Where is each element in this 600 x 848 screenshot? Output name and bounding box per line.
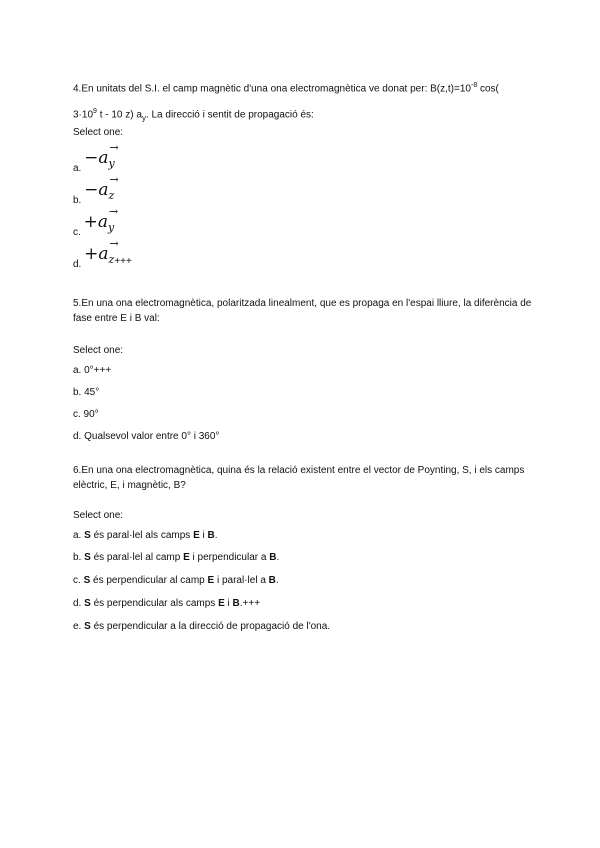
vector-a-symbol [98,173,119,202]
q6-option-c[interactable] [73,575,279,586]
question-5-stem: 5.En una ona electromagnètica, polaritzada linealment, que es propaga en l'espai lliure, la diferència de fase entre E i B val: [73,298,532,324]
vector-arrow-icon: → [108,205,119,218]
q6-option-text: i paral·lel a [214,575,269,586]
q6-option-b[interactable] [73,552,279,563]
symbol-B: B [207,530,215,541]
q6-option-text: és paral·lel als camps [90,530,194,541]
vector-arrow-icon: → [109,141,119,154]
q6-option-text: . [276,552,280,563]
vector-arrow-icon: → [109,237,119,250]
symbol-S: S [84,621,91,632]
q4-option-d[interactable] [73,237,132,270]
q6-option-text: i [199,530,208,541]
q6-option-text: és perpendicular a la direcció de propagació de l'ona. [90,621,331,632]
symbol-B: B [268,575,276,586]
q4-option-label: b. [73,195,82,206]
q6-option-label: e. [73,621,85,632]
plus-sign: + [84,244,99,264]
symbol-E: E [207,575,215,586]
vector-subscript: y [107,221,115,234]
q4-exponent-1: -8 [470,82,478,89]
q4-exponent-2: 9 [93,108,97,116]
q6-option-text: .+++ [239,598,261,609]
vector-arrow-icon: → [109,173,119,186]
q6-option-d[interactable] [73,598,260,609]
minus-sign: − [84,180,99,200]
vector-letter: a [98,244,109,264]
q4-stem-a: 4.En unitats del S.I. el camp magnètic d'una ona electromagnètica ve donat per: B(z,t)=10 [73,83,471,95]
q5-select-label: Select one: [73,345,124,356]
q4-option-label: c. [73,227,81,238]
q6-option-e[interactable] [73,621,330,632]
q4-select-label: Select one: [73,127,124,138]
q4-option-c[interactable] [73,205,119,238]
vector-letter: a [98,180,109,200]
q6-option-label: d. [73,598,85,609]
q6-option-a[interactable] [73,530,218,541]
q5-option-b[interactable]: b. 45° [73,387,100,398]
vector-a-symbol [97,205,119,234]
q6-option-text: és perpendicular als camps [90,598,219,609]
vector-a-symbol [98,141,119,170]
q5-option-a[interactable]: a. 0°+++ [73,365,112,376]
q6-option-text: és paral·lel al camp [90,552,184,563]
symbol-B: B [269,552,277,563]
q5-option-d[interactable]: d. Qualsevol valor entre 0° i 360° [73,431,220,442]
symbol-B: B [232,598,240,609]
symbol-S: S [84,598,91,609]
symbol-S: S [84,552,91,563]
symbol-E: E [183,552,190,563]
q4-option-label: a. [73,163,82,174]
q6-option-text: i perpendicular a [189,552,270,563]
symbol-E: E [193,530,200,541]
q6-option-text: i [224,598,233,609]
q4-stem-d: t - 10 z) a [96,109,142,121]
q4-stem-c: 3·10 [73,109,94,121]
symbol-S: S [84,530,91,541]
q4-stem-b: cos( [477,83,499,95]
q6-option-text: és perpendicular al camp [90,575,208,586]
q6-option-label: b. [73,552,85,563]
q6-option-label: a. [73,530,85,541]
q4-option-suffix: +++ [114,256,132,267]
q4-option-b[interactable] [73,173,119,206]
vector-subscript: z [108,189,115,202]
plus-sign: + [83,212,98,232]
question-6-stem: 6.En una ona electromagnètica, quina és la relació existent entre el vector de Poynting, S, i els camps elèctric, E, i magnètic, B? [73,465,525,491]
symbol-E: E [218,598,225,609]
q6-option-label: c. [73,575,84,586]
q4-option-label: d. [73,259,82,270]
q6-option-text: . [275,575,279,586]
vector-subscript: y [108,157,115,170]
vector-letter: a [97,212,108,232]
minus-sign: − [84,148,99,168]
q5-option-c[interactable]: c. 90° [73,409,99,420]
vector-subscript: z [108,253,115,266]
question-4-stem [73,74,533,130]
q4-option-a[interactable] [73,141,119,174]
q6-select-label: Select one: [73,510,124,521]
q6-option-text: . [214,530,218,541]
q4-stem-e: . La direcció i sentit de propagació és: [145,109,314,121]
symbol-S: S [83,575,91,586]
vector-a-symbol [98,237,119,266]
vector-letter: a [98,148,109,168]
q4-subscript-y: y [141,113,146,123]
